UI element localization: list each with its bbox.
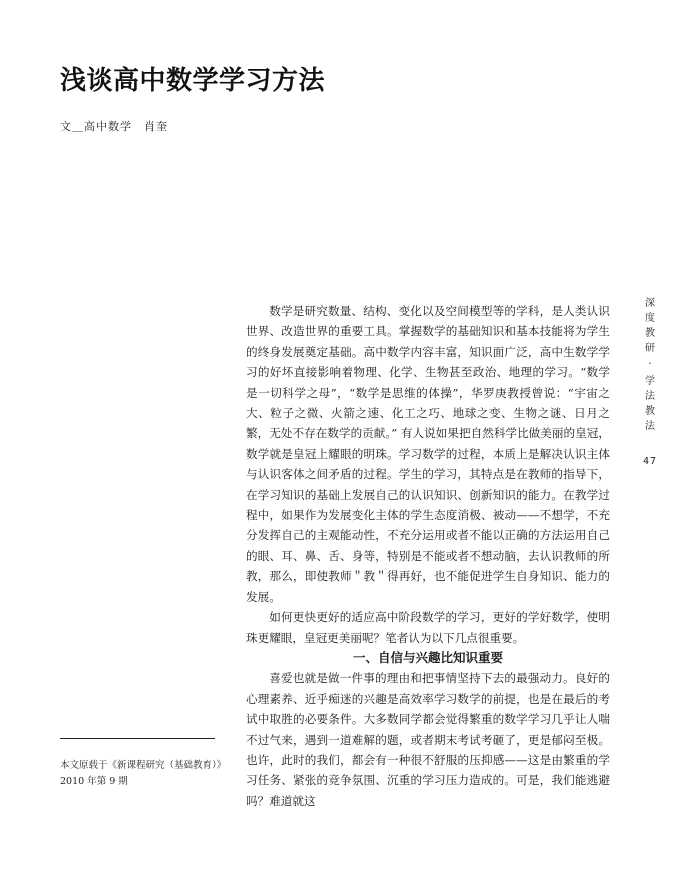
- article-body: [246, 301, 610, 811]
- column-separator-dot: ·: [648, 359, 652, 370]
- footnote-issue-line: 2010 年第 9 期: [60, 776, 128, 787]
- section-heading: 一、自信与兴趣比知识重要: [352, 649, 503, 665]
- column-sidebar: [640, 296, 660, 467]
- column-name-top: 深度教研: [645, 298, 655, 354]
- body-paragraph-1: 数学是研究数量、结构、变化以及空间模型等的学科，是人类认识世界、改造世界的重要工具。掌握数学的基础知识和基本技能将为学生的终身发展奠定基础。高中数学内容丰富，知识面广泛，高中生数学学习的好坏直接影响着物理、化学、生物甚至政治、地理的学习。“数学是一切科学之母”，“数学是思维的体操”，华罗庚教授曾说：“宇宙之大、粒子之微、火箭之速、化工之巧、地球之变、生物之谜、日月之繁，无处不存在数学的贡献。” 有人说如果把自然科学比做美丽的皇冠，数学就是皇冠上耀眼的明珠。学习数学的过程，本质上是解决认识主体与认识客体之间矛盾的过程。学生的学习，其特点是在教师的指导下，在学习知识的基础上发展自己的认识知识、创新知识的能力。在教学过程中，如果作为发展变化主体的学生态度消极、被动——不想学，不充分发挥自己的主观能动性，不充分运用或者不能以正确的方法运用自己的眼、耳、鼻、舌、身等，特别是不能或者不想动脑，去认识教师的所教，那么，即使教师＂教＂得再好，也不能促进学生自身知识、能力的发展。: [246, 304, 610, 604]
- article-byline: 文＿高中数学 肖奎: [60, 120, 168, 133]
- column-name-bottom: 学法教法: [645, 376, 655, 432]
- page-number: 47: [642, 456, 658, 467]
- source-footnote: [60, 758, 240, 790]
- article-title: 浅谈高中数学学习方法: [60, 66, 326, 96]
- body-paragraph-2: 如何更快更好的适应高中阶段数学的学习，更好的学好数学，使明珠更耀眼，皇冠更美丽呢？笔者认为以下几点很重要。: [246, 610, 610, 645]
- section-paragraph: 喜爱也就是做一件事的理由和把事情坚持下去的最强动力。良好的心理素养、近乎痴迷的兴趣是高效率学习数学的前提，也是在最后的考试中取胜的必要条件。大多数同学都会觉得繁重的数学学习几乎让人喘不过气来，遇到一道难解的题，或者期末考试考砸了，更是郁闷至极。也许，此时的我们，都会有一种很不舒服的压抑感——这是由繁重的学习任务、紧张的竞争氛围、沉重的学习压力造成的。可是，我们能逃避吗？难道就这: [246, 671, 610, 808]
- footnote-divider: [60, 738, 215, 739]
- footnote-source-line: 本文原载于《新课程研究（基础教育）》: [60, 760, 227, 771]
